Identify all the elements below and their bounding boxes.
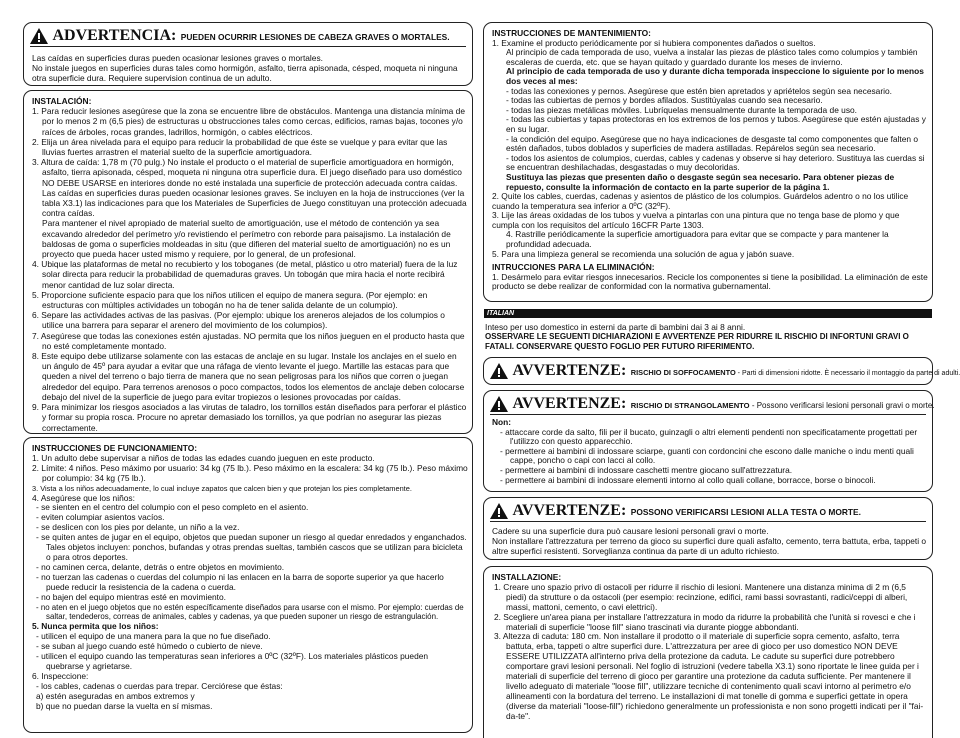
instalacion-item-4: 4. Ubique las plataformas de metal no recubierto y los toboganes (de metal, plástico u otro material) fuera de la luz solar directa para reducir la probabilidad de quemaduras graves. Un tobogán que mira hacia el norte recibirá menor cantidad de luz solar directa.	[32, 259, 458, 290]
italian-w3-sub: POSSONO VERIFICARSI LESIONI ALLA TESTA O MORTE.	[630, 507, 861, 517]
eliminacion-text: 1. Desármelo para evitar riesgos innecesarios. Recicle los componentes si tiene la posibilidad. La eliminación de este producto se debe realizar de conformidad con la normativa gubernamental.	[492, 271, 928, 292]
funcionamiento-line: a) estén aseguradas en ambos extremos y	[36, 690, 195, 701]
funcionamiento-line: - no tuerzan las cadenas o cuerdas del columpio ni las enlacen en la barra de soporte superior ya que hacerlo puede reducir la resistencia de la cadena o cuerda.	[36, 571, 444, 592]
warning-box	[23, 22, 473, 86]
eliminacion-heading: INTRUCCIONES PARA LA ELIMINACIÓN:	[492, 262, 655, 273]
mantenimiento-line: 5. Para una limpieza general se recomienda una solución de agua y jabón suave.	[492, 248, 795, 259]
instalacion-item-9: 9. Para minimizar los riesgos asociados a las virutas de taladro, los tornillos están diseñados para perforar el plástico y formar su propia rosca. Procure no apretar demasiado los tornillos, ya que podrían no asegurar las piezas correctamente.	[32, 402, 467, 433]
funcionamiento-line: - utilicen el equipo cuando las temperaturas sean inferiores a 0ºC (32ºF). Los materiales plásticos pueden quebrarse y agrietarse.	[36, 651, 429, 671]
instalacion-item-2: 2. Elija un área nivelada para el equipo para reducir la probabilidad de que éste se vuelque y para evitar que las lluvias fuertes arrastren el material suelto de la superficie amortiguadora.	[32, 136, 448, 158]
mantenimiento-line: Al principio de cada temporada de uso y durante dicha temporada inspeccione lo siguiente por lo menos dos veces al mes:	[506, 66, 924, 86]
funcionamiento-box	[23, 437, 473, 733]
mantenimiento-line: - la condición del equipo. Asegúrese que no haya indicaciones de desgaste tal como componentes que falten o estén dañados, tubos doblados y superficies de madera astilladas. Repárelos según sea necesario.	[506, 133, 919, 154]
instalacion-item-7: 7. Asegúrese que todas las conexiones estén ajustadas. NO permita que los niños jueguen en el producto hasta que no esté completamente montado.	[32, 330, 465, 351]
warning-body: Las caídas en superficies duras pueden ocasionar lesiones graves o mortales. No instale juegos en superficies duras tales como hormigón, asfalto, tierra apisonada, césped, moqueta ni ninguna otra superficie dura. Requiere supervision continua de un adulto.	[32, 53, 458, 84]
italian-w2-text: - Possono verificarsi lesioni personali gravi o morte.	[749, 401, 935, 410]
funcionamiento-heading: INSTRUCCIONES DE FUNCIONAMIENTO:	[32, 443, 198, 453]
warning-triangle-icon	[490, 363, 508, 379]
italian-intro	[485, 323, 933, 351]
funcionamiento-line: - los cables, cadenas o cuerdas para trepar. Cerciórese que éstas:	[36, 680, 283, 691]
mantenimiento-line: 1. Examine el producto periódicamente por si hubiera componentes dañados o sueltos.	[492, 37, 816, 48]
italian-w2-non: Non:	[492, 417, 512, 427]
funcionamiento-line: 4. Asegúrese que los niños:	[32, 492, 135, 503]
instalacion-heading: INSTALACIÓN:	[32, 96, 92, 106]
instalacion-item-6: 6. Separe las actividades activas de las pasivas. (Por ejemplo: ubique los areneros alejados de los columpios o utilice una barrera para separar el arenero del movimiento de los columpios).	[32, 310, 445, 331]
installazione-item: 2. Scegliere un'area piana per installare l'attrezzatura in modo da ridurre la probabilità che l'unità si rovesci e che i materiali di superficie "loose fill" siano trascinati via durante piogge abbondanti.	[494, 611, 916, 632]
mantenimiento-line: - todas las cubiertas de pernos y bordes afilados. Sustitúyalas cuando sea necesario.	[506, 95, 823, 106]
italian-w2-item: - attaccare corde da salto, fili per il bucato, guinzagli o altri elementi pendenti non specificatamente progettati per l'utilizzo con questo apparecchio.	[500, 426, 918, 447]
funcionamiento-line: - eviten columpiar asientos vacíos.	[36, 512, 165, 523]
italian-intro-bold: OSSERVARE LE SEGUENTI DICHIARAZIONI E AVVERTENZE PER RIDURRE IL RISCHIO DI INFORTUNI GRAVI O FATALI. CONSERVARE QUESTO FOGLIO PER FUTURO RIFERIMENTO.	[485, 332, 909, 351]
italian-w2-title: AVVERTENZE:	[512, 395, 627, 412]
italian-w1-title: AVVERTENZE:	[512, 362, 627, 379]
italian-warning-1	[483, 357, 960, 385]
funcionamiento-line: 6. Inspeccione:	[32, 670, 89, 681]
italian-label: ITALIAN	[487, 310, 515, 317]
warning-triangle-icon	[490, 503, 508, 519]
installazione-item: 1. Creare uno spazio privo di ostacoli per ridurre il rischio di lesioni. Mantenere una distanza minima di 2 m (6,5 piedi) da strutture o da ostacoli (per esempio: recinzione, edifici, rami bassi sovrastanti, radici/ceppi di alberi, massi, mattoni, cemento, o cavi elettrici).	[494, 581, 908, 612]
italian-w1-text: - Parti di dimensioni ridotte. È necessario il montaggio da parte di adulti.	[735, 370, 960, 377]
mantenimiento-line: 3. Lije las áreas oxidadas de los tubos y vuelva a pintarlas con una pintura que no tenga base de plomo y que cumpla con los requisitos del artículo 16CFR Parte 1303.	[492, 210, 900, 230]
italian-w2-item: - permettere ai bambini di indossare sciarpe, guanti con cordoncini che escono dalle maniche o indu menti quali cappe, poncho o capi con lacci al collo.	[500, 445, 914, 466]
funcionamiento-line: 5. Nunca permita que los niños:	[32, 621, 159, 632]
warning-triangle-icon	[30, 28, 48, 44]
funcionamiento-line: b) que no puedan darse la vuelta en sí mismas.	[36, 700, 213, 711]
funcionamiento-line: - no caminen cerca, delante, detrás o entre objetos en movimiento.	[36, 561, 285, 572]
italian-warning-2	[483, 390, 933, 492]
italian-w3-divider	[490, 521, 926, 522]
italian-warning-3	[483, 497, 933, 560]
funcionamiento-line: - se quiten antes de jugar en el equipo, objetos que puedan suponer un riesgo al quedar enredados y enganchados. Tales objetos incluyen: ponchos, bufandas y otras prendas sueltas, también cascos que se utilizan para bicicleta o para otros deportes.	[36, 532, 467, 562]
mantenimiento-box	[483, 22, 933, 302]
italian-w3-title: AVVERTENZE:	[512, 502, 627, 519]
instalacion-item-1: 1. Para reducir lesiones asegúrese que la zona se encuentre libre de obstáculos. Mantenga una distancia mínima de por lo menos 2 m (6,5 pies) de estructuras u obstrucciones tales como cercas, edificios, ramas bajas, tocones y/o raíces de árboles, rocas grandes, ladrillos, hormigón, o cables eléctricos.	[32, 106, 465, 137]
warning-divider	[30, 46, 466, 47]
mantenimiento-heading: INSTRUCCIONES DE MANTENIMIENTO:	[492, 28, 651, 38]
warning-title: ADVERTENCIA:	[52, 27, 177, 44]
warning-header	[30, 27, 470, 45]
italian-intro-text: Inteso per uso domestico in esterni da parte di bambini dai 3 ai 8 anni.	[485, 322, 746, 332]
funcionamiento-line: - utilicen el equipo de una manera para la que no fue diseñado.	[36, 631, 271, 642]
installazione-heading: INSTALLAZIONE:	[492, 572, 562, 582]
italian-label-bar	[484, 309, 932, 318]
italian-w1-sub: RISCHIO DI SOFFOCAMENTO	[630, 368, 736, 377]
mantenimiento-line: Sustituya las piezas que presenten daño o desgaste según sea necesario. Para obtener piezas de repuesto, consulte la información de contacto en la parte superior de la página 1.	[506, 171, 895, 192]
mantenimiento-line: 2. Quite los cables, cuerdas, cadenas y asientos de plástico de los columpios. Guárdelos adentro o no los utilice cuando la temperatura sea inferior a 0ºC (32ºF).	[492, 191, 909, 211]
funcionamiento-line: - no bajen del equipo mientras esté en movimiento.	[36, 591, 226, 602]
warning-triangle-icon	[490, 396, 508, 412]
installazione-box	[483, 566, 933, 738]
funcionamiento-line: - se deslicen con los pies por delante, un niño a la vez.	[36, 522, 240, 533]
italian-w2-divider	[490, 414, 926, 415]
funcionamiento-line: - se suban al juego cuando esté húmedo o cubierto de nieve.	[36, 641, 263, 652]
italian-w3-text: Cadere su una superficie dura può causare lesioni personali gravi o morte. Non installare l'attrezzatura per terreno da gioco su superfici dure quali asfalto, cemento, terra battuta, erba, tappeti o altre superfici resistenti. Sorveglianza continua da parte di un adulto richiesto.	[492, 526, 927, 557]
instalacion-item-3: 3. Altura de caída: 1,78 m (70 pulg.) No instale el producto o el material de superficie amortiguadora en hormigón, asfalto, tierra apisonada, césped, moqueta ni ninguna otra superficie dura. El juego diseñado para uso doméstico NO DEBE USARSE en interiores donde no esté instalada una superficie de protección adecuada contra caídas. Las caídas en superficies duras pueden ocasionar lesiones graves. Se incluyen en la hoja de instrucciones (ver la tabla X3.1) las indicaciones para que los Materiales de Superficies de Juego constituyan una protección adecuada contra caídas. Para mantener el nivel apropiado de material suelto de amortiguación, use el método de contención ya sea excavando alrededor del perímetro y/o revistiendo el perímetro con reborde para paisajismo. La instalación de baldosas de goma o superficies moldeadas in situ (que difieren del material suelto de amortiguación) no es un proyecto que pueda hacer usted mismo y requiere, por lo general, de un profesional.	[32, 157, 467, 260]
mantenimiento-line: 4. Rastrille periódicamente la superficie amortiguadora para evitar que se compacte y para mantener la profundidad adecuada.	[506, 229, 889, 250]
instalacion-item-8: 8. Este equipo debe utilizarse solamente con las estacas de anclaje en su lugar. Instale los anclajes en el suelo en un ángulo de 45º para ayudar a evitar que una ráfaga de viento levante el juego. Martille las estacas para que queden a nivel del terreno o bajo tierra de manera que no sean peligrosas para los niños que corren o juegan alrededor del equipo. Para terrenos arenosos o poco compactos, todos los elementos de anclaje deben colocarse debajo del nivel de la superficie de juego para evitar tropiezos o lesiones provocadas por caídas.	[32, 351, 465, 402]
mantenimiento-line: - todos los asientos de columpios, cuerdas, cables y cadenas y observe si hay deterioro. Sustituya las cuerdas si se encuentran deshilachadas, desgastadas o muy decoloridas.	[506, 152, 925, 173]
mantenimiento-line: - todas las piezas metálicas móviles. Lubríquelas mensualmente durante la temporada de uso.	[506, 104, 858, 115]
funcionamiento-line: 1. Un adulto debe supervisar a niños de todas las edades cuando jueguen en este producto.	[32, 452, 375, 463]
mantenimiento-line: Al principio de cada temporada de uso, vuelva a instalar las piezas de plástico tales como columpios y también escaleras de cuerda, etc. que se hayan quitado y guardado durante los meses de invierno.	[506, 47, 918, 67]
italian-w2-sub: RISCHIO DI STRANGOLAMENTO	[630, 401, 750, 410]
mantenimiento-line: - todas las cubiertas y tapas protectoras en los extremos de los pernos y tubos. Asegúrese que estén ajustadas y en su lugar.	[506, 114, 926, 134]
warning-subtitle: PUEDEN OCURRIR LESIONES DE CABEZA GRAVES O MORTALES.	[180, 32, 450, 42]
funcionamiento-line: - se sienten en el centro del columpio con el peso completo en el asiento.	[36, 502, 309, 513]
funcionamiento-line: 3. Vista a los niños adecuadamente, lo cual incluye zapatos que calcen bien y que protejan los pies completamente.	[32, 483, 412, 493]
funcionamiento-line: 2. Límite: 4 niños. Peso máximo por usuario: 34 kg (75 lb.). Peso máximo en la escalera: 34 kg (75 lb.). Peso máximo por columpio: 34 kg (75 lb.).	[32, 462, 468, 483]
italian-w2-item: - permettere ai bambini di indossare caschetti mentre giocano sull'attrezzatura.	[500, 464, 793, 475]
instalacion-item-5: 5. Proporcione suficiente espacio para que los niños utilicen el equipo de manera segura. (Por ejemplo: en estructuras con múltiples actividades un tobogán no ha de tener salida delante de un columpio).	[32, 289, 428, 311]
installazione-item: 3. Altezza di caduta: 180 cm. Non installare il prodotto o il materiale di superficie sopra cemento, asfalto, terra battuta, erba, tappeti o altre superfici dure. L'attrezzatura per aree di gioco per uso domestico NON DEVE ESSERE UTILIZZATA all'interno priva della protezione da caduta. Le cadute su superfici dure potrebbero comportare gravi lesioni personali. Nel foglio di istruzioni (vedere tabella X3.1) sono riportate le linee guida per i materiali di superficie del terreno di gioco per garantire una protezione da caduta sufficiente. Per mantenere il livello adeguato di materiale "loose fill", utilizzare tecniche di contenimento quali scavi intorno al perimetro e/o allineamenti con la bordatura del terreno. Le installazioni di mat tonelle di gomma e superfici gettate in opera (diverse da materiali "loose-fill") richiedono generalmente un professionista e non sono progetti indicati per il "fai-da-te".	[494, 631, 924, 721]
funcionamiento-line: - no aten en el juego objetos que no estén específicamente diseñados para usarse con el mismo. Por ejemplo: cuerdas de saltar, tendederos, correas de animales, cables y cadenas, ya que pueden suponer un riesgo de estrangulación.	[36, 602, 464, 622]
mantenimiento-line: - todas las conexiones y pernos. Asegúrese que estén bien apretados y apriételos según sea necesario.	[506, 85, 892, 96]
italian-w2-item: - permettere ai bambini di indossare elementi intorno al collo quali collane, borracce, borse o binocoli.	[500, 474, 876, 485]
instalacion-box	[23, 90, 473, 434]
